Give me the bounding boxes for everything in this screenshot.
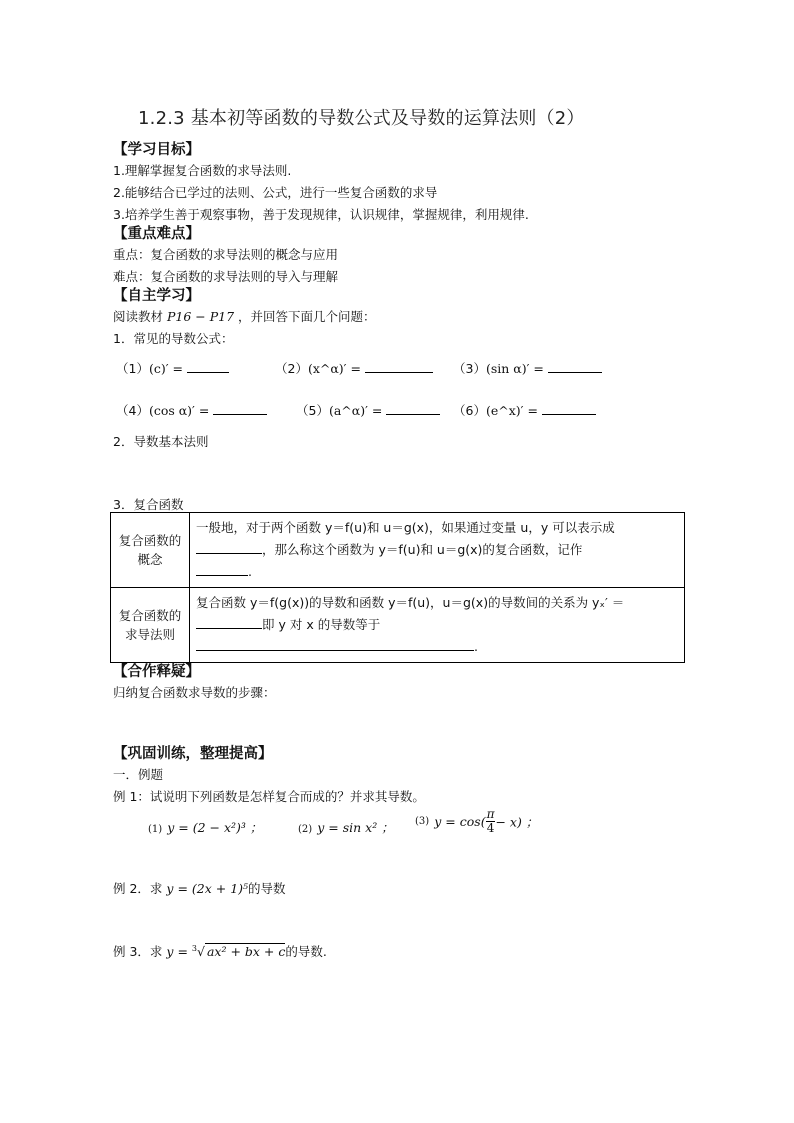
item-number: (3) [415,816,430,827]
concept-cell [190,513,685,588]
rule-text-c: . [474,639,478,654]
pi-over-4-fraction [486,808,496,835]
concept-text-c: . [248,564,252,579]
concept-text-a: 一般地，对于两个函数 y＝f(u)和 u＝g(x)，如果通过变量 u，y 可以表示成 [196,520,615,535]
answer-blank[interactable] [365,360,433,373]
answer-blank[interactable] [196,563,248,576]
formula-number: （6） [453,403,486,418]
answer-blank[interactable] [187,360,229,373]
keypoint-item: 重点：复合函数的求导法则的概念与应用 [113,247,339,262]
rule-text-b: 即 y 对 x 的导数等于 [262,617,381,632]
radicand: ax² + bx + c [206,944,286,959]
formula-item [453,359,602,377]
goal-item: 1.理解掌握复合函数的求导法则. [113,163,292,178]
item-number: (2) [298,824,313,835]
question-2: 2．导数基本法则 [113,434,209,449]
formula-expr: (x^α)′ = [307,361,361,376]
formula-expr: (a^α)′ = [328,403,383,418]
examples-subheading: 一．例题 [113,767,164,782]
radical-sign: √ [197,944,205,959]
goal-item: 2.能够结合已学过的法则、公式，进行一些复合函数的求导 [113,185,438,200]
formula-expr: (e^x)′ = [485,403,538,418]
formula-expr: (sin α)′ = [485,361,544,376]
question-1: 1．常见的导数公式： [113,331,234,346]
answer-blank[interactable] [213,402,267,415]
answer-blank[interactable] [386,402,440,415]
section-heading-cooperate: 【合作释疑】 [113,664,200,680]
formula-item [296,401,440,419]
page-title: 1.2.3 基本初等函数的导数公式及导数的运算法则（2） [138,108,585,129]
formula-number: （1） [116,361,149,376]
item-expr: y = sin x² ； [317,820,394,835]
formula-number: （3） [453,361,486,376]
example-2-prefix: 例 2．求 [113,881,163,896]
composite-function-table [110,512,685,663]
formula-item [275,359,433,377]
item-expr: y = cos( [434,814,486,829]
formula-expr: (c)′ = [148,361,183,376]
example-3 [113,942,327,960]
example-1-item [415,808,538,835]
example-1: 例 1：试说明下列函数是怎样复合而成的？并求其导数。 [113,789,425,804]
table-row [111,588,685,663]
example-2-expr: y = (2x + 1)⁵ [166,881,249,896]
concept-text-b: ，那么称这个函数为 y＝f(u)和 u＝g(x)的复合函数，记作 [262,542,583,557]
keypoint-item: 难点：复合函数的求导法则的导入与理解 [113,269,339,284]
reading-suffix: ，并回答下面几个问题： [238,309,376,324]
fraction-denominator: 4 [486,821,495,835]
formula-item [116,401,267,419]
example-1-item [148,817,262,836]
reading-prefix: 阅读教材 [113,309,164,324]
rule-text-a: 复合函数 y＝f(g(x))的导数和函数 y＝f(u)，u＝g(x)的导数间的关系为 yₓ′ ＝ [196,595,625,610]
formula-number: （4） [116,403,149,418]
section-heading-practice: 【巩固训练，整理提高】 [113,746,273,762]
example-3-suffix: 的导数. [285,944,327,959]
table-row [111,513,685,588]
item-expr: y = (2 − x²)³ ； [167,820,263,835]
page-range: P16 − P17 [167,309,235,324]
item-number: (1) [148,824,163,835]
item-expr: − x) ； [495,814,539,830]
root-index: 3 [191,943,197,953]
answer-blank[interactable] [196,616,262,629]
answer-blank[interactable] [196,541,262,554]
example-2 [113,879,286,897]
formula-item [116,359,229,377]
section-heading-self-study: 【自主学习】 [113,288,200,304]
example-3-prefix: 例 3．求 [113,944,163,959]
reading-instruction [113,307,376,325]
question-3: 3．复合函数 [113,497,184,512]
example-2-suffix: 的导数 [248,881,286,896]
formula-number: （5） [296,403,329,418]
formula-number: （2） [275,361,308,376]
rule-cell [190,588,685,663]
section-heading-keypoints: 【重点难点】 [113,226,200,242]
row-header-rule: 复合函数的求导法则 [111,588,190,663]
answer-blank[interactable] [548,360,602,373]
answer-blank[interactable] [196,638,474,651]
formula-expr: (cos α)′ = [148,403,210,418]
section-heading-goals: 【学习目标】 [113,142,200,158]
formula-item [453,401,596,419]
fraction-numerator: π [486,807,495,821]
cooperate-text: 归纳复合函数求导数的步骤： [113,685,276,700]
answer-blank[interactable] [542,402,596,415]
example-3-lhs: y = [166,944,192,959]
example-1-item [298,817,394,836]
row-header-concept: 复合函数的概念 [111,513,190,588]
goal-item: 3.培养学生善于观察事物，善于发现规律，认识规律，掌握规律，利用规律. [113,207,529,222]
